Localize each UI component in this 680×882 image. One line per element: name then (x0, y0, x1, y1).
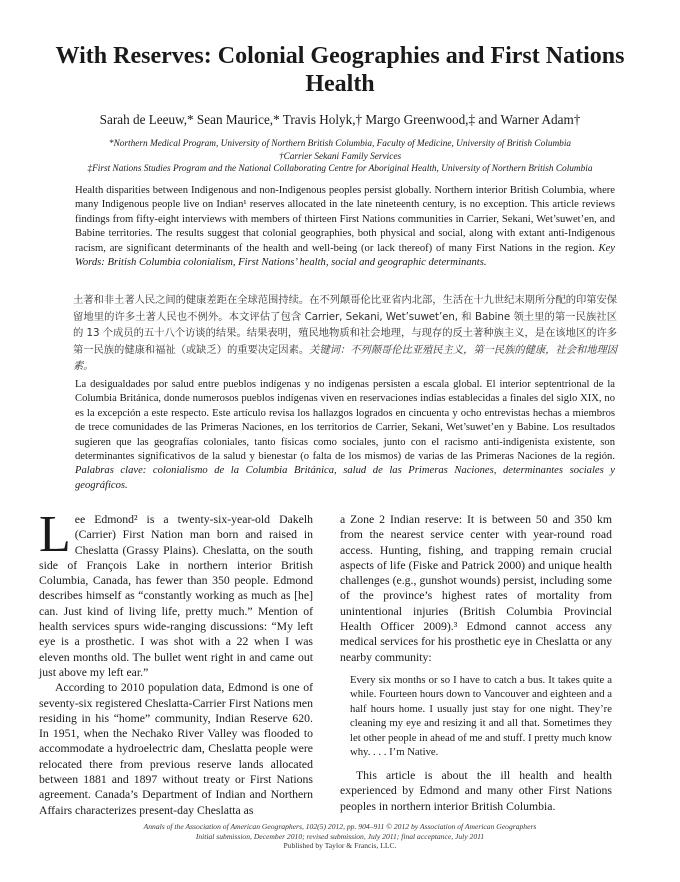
footer-publisher: Published by Taylor & Francis, LLC. (283, 841, 397, 851)
footer-citation: Annals of the Association of American Geographers, 102(5) 2012, pp. 904–911 © 2012 by Association of American Geographers (143, 822, 537, 831)
affiliation-1: *Northern Medical Program, University of Northern British Columbia, Faculty of Medicine, University of British Columbia (108, 139, 572, 149)
keywords-label-chinese: 关键词： (309, 343, 351, 356)
page-footer (60, 822, 620, 851)
body-column-left (39, 506, 313, 818)
affiliations (10, 138, 670, 176)
body-paragraph-3: a Zone 2 Indian reserve: It is between 50 and 350 km from the nearest service center with year-round road access. Hunting, fishing, and trapping remain crucial aspects of life (Fiske and Patrick 2000) and unique health challenges (e.g., gunshot wounds) persist, including some of the province’s highest rates of mortality from unintentional injuries (British Columbia Provincial Health Officer 2009).³ Edmond cannot access any medical services for his prosthetic eye in Cheslatta or any nearby community: (340, 513, 612, 664)
affiliation-3: ‡First Nations Studies Program and the National Collaborating Centre for Aboriginal Health, University of Northern British Columbia (87, 164, 593, 174)
body-paragraph-1-text: ee Edmond² is a twenty-six-year-old Dakelh (Carrier) First Nation man born and raised in Cheslatta (Grassy Plains). Cheslatta, on the south side of François Lake in northern interior British Columbia, Canada, has fewer than 350 people. Edmond describes himself as “constantly working as much as [he] can. Just kind of living life, pretty much.” Mention of health services spurs wide-ranging discussions: “My left eye is a prosthetic. I was shot with a 22 when I was eleven months old. The bullet went right in and came out just above my left ear.” (39, 513, 313, 679)
abstract-english-text: Health disparities between Indigenous and non-Indigenous peoples persist globally. Northern interior British Columbia, where many Indigenous people live on Indian¹ reserves allocated in the late nineteenth century, is no exception. This article reviews findings from fifty-eight interviews with members of thirteen First Nations communities in Carrier, Sekani, Wet’suwet’en, and Babine territories. The results suggest that colonial geographies, both physical and social, along with extant anti-Indigenous racism, are significant determinants of the health and well-being (or lack thereof) of many First Nations in the region. (75, 185, 615, 254)
keywords-label-english: Key Words: (75, 242, 615, 269)
drop-cap: L (39, 506, 71, 563)
block-quote: Every six months or so I have to catch a bus. It takes quite a while. Fourteen hours down to Vancouver and eighteen and a half hours home. I usually just stay for one night. They’re cleaning my eye and resizing it and all that. Sometimes they let other people in ahead of me and stuff. I pretty much know why. . . . I’m Native. (350, 673, 612, 759)
abstract-spanish-text: La desigualdades por salud entre pueblos indígenas y no indígenas persisten a escala global. El interior septentrional de la Columbia Británica, donde numerosos pueblos indígenas viven en reservaciones indias establecidas a finales del siglo XIX, no es la excepción a este respecto. Este artículo revisa los hallazgos logrados en cincuenta y ocho entrevistas hechas a miembros de trece comunidades de las Primeras Naciones, en los territorios de Carrier, Sekani, Wet’suwet’en y Babine. Los resultados sugieren que las geografías coloniales, tanto físicas como sociales, junto con el racismo anti-indigenista existente, son determinantes significativos de la salud y bienestar (o falta de los mismos) de varias de las Primeras Naciones de la región. (75, 379, 615, 463)
abstract-english (75, 184, 615, 270)
article-title: With Reserves: Colonial Geographies and First Nations Health (55, 43, 625, 97)
affiliation-2: †Carrier Sekani Family Services (278, 151, 402, 162)
body-column-right (340, 512, 612, 814)
author-list: Sarah de Leeuw,* Sean Maurice,* Travis Holyk,† Margo Greenwood,‡ and Warner Adam† (99, 112, 581, 127)
body-paragraph-1 (39, 506, 313, 680)
keywords-chinese: 不列颠哥伦比亚殖民主义，第一民族的健康，社会和地理因素。 (73, 343, 617, 373)
keywords-label-spanish: Palabras clave: (75, 465, 147, 477)
abstract-chinese (73, 292, 617, 375)
abstract-spanish (75, 378, 615, 493)
body-paragraph-2: According to 2010 population data, Edmond is one of seventy-six registered Cheslatta-Carrier First Nations men residing in his “home” community, Indian Reserve 620. In 1951, when the Nechako River Valley was flooded to accommodate a hydroelectric dam, Cheslatta people were relocated there from previous reserve lands allocated between 1881 and 1897 without treaty or First Nations agreement. Canada’s Department of Indian and Northern Affairs characterizes present-day Cheslatta as (39, 681, 313, 817)
keywords-spanish: colonialismo de la Columbia Británica, salud de las Primeras Naciones, determinantes sociales y geográficos. (75, 465, 616, 491)
abstract-chinese-text: 土著和非土著人民之间的健康差距在全球范围持续。在不列颠哥伦比亚省内北部，生活在十九世纪末期所分配的印第安保留地里的许多土著人民也不例外。本文评估了包含 Carrier, Sekani, Wet’suwet’en, 和 Babine 领土里的第一民族社区的 13 个成员的五十八个访谈的结果。结果表明，殖民地物质和社会地理，与现存的反土著种族主义，是在该地区的许多第一民族的健康和福祉（或缺乏）的重要决定因素。 (73, 294, 617, 356)
footer-submission: Initial submission, December 2010; revised submission, July 2011; final acceptance, July 2011 (195, 831, 485, 841)
keywords-english: British Columbia colonialism, First Nations’ health, social and geographic determinants. (107, 257, 487, 269)
body-paragraph-4: This article is about the ill health and health experienced by Edmond and many other First Nations peoples in northern interior British Columbia. (340, 768, 612, 813)
